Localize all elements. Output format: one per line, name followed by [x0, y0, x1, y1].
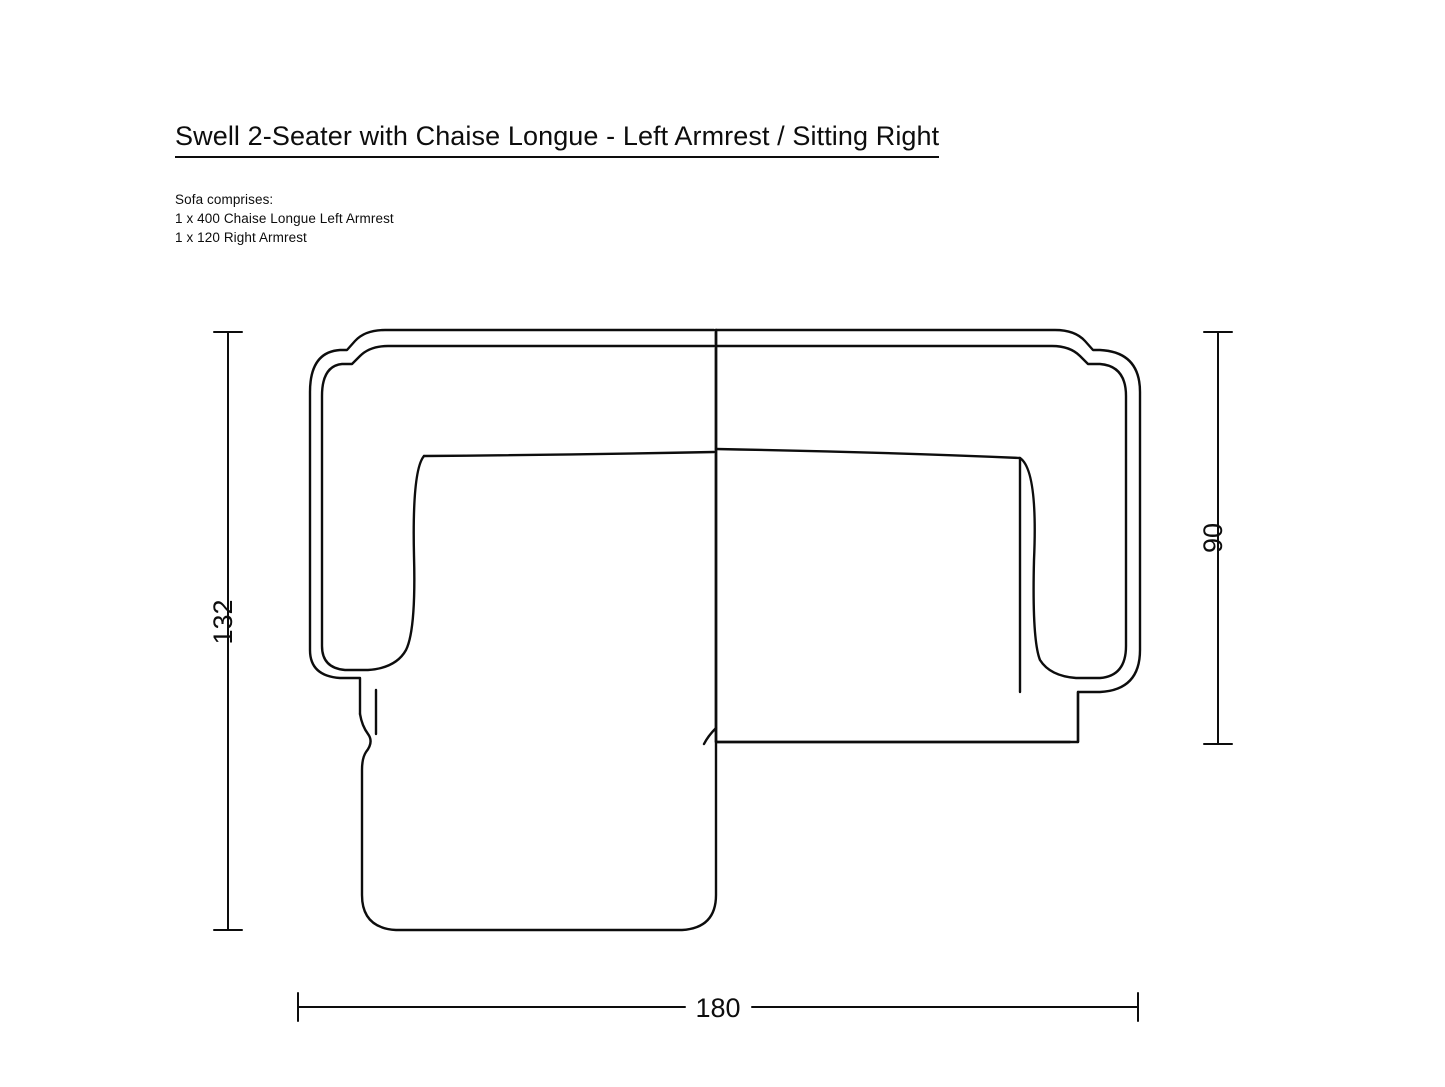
- sofa-left-back-outline: [310, 330, 714, 714]
- sofa-center-bottom-detail: [704, 728, 716, 744]
- sofa-chaise-cushion: [424, 452, 714, 456]
- sofa-right-back-outline: [716, 330, 1140, 742]
- comprises-heading: Sofa comprises:: [175, 192, 274, 207]
- sofa-left-armrest-inner: [322, 346, 714, 670]
- comprises-item: 1 x 400 Chaise Longue Left Armrest: [175, 211, 394, 226]
- comprises-item: 1 x 120 Right Armrest: [175, 230, 307, 245]
- dimension-label-right: 90: [1198, 522, 1228, 554]
- page-title: Swell 2-Seater with Chaise Longue - Left Armrest / Sitting Right: [175, 120, 939, 158]
- dimension-label-left: 132: [208, 599, 238, 645]
- dimension-label-width: 180: [695, 993, 741, 1023]
- sofa-right-armrest-inner: [716, 346, 1126, 678]
- sofa-right-seat-cushion: [716, 449, 1020, 692]
- sofa-chaise-outline: [360, 330, 716, 930]
